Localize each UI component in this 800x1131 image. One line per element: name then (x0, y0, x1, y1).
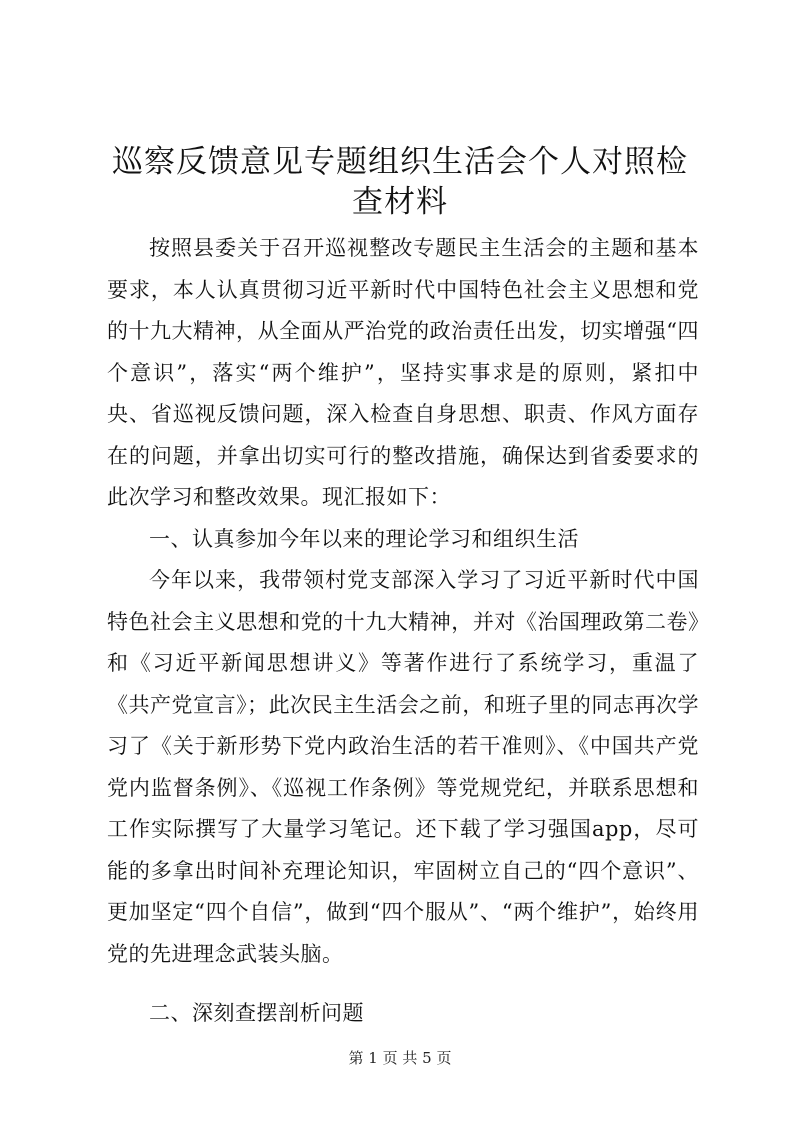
page-footer: 第 1 页 共 5 页 (348, 1049, 452, 1067)
section-heading-2: 二、深刻查摆剖析问题 (149, 1001, 364, 1025)
document-body (107, 228, 699, 1035)
document-title: 巡察反馈意见专题组织生活会个人对照检查材料 (112, 144, 688, 220)
section-1-paragraph: 今年以来，我带领村党支部深入学习了习近平新时代中国特色社会主义思想和党的十九大精神，并对《治国理政第二卷》和《习近平新闻思想讲义》等著作进行了系统学习，重温了《共产党宣言》；此次民主生活会之前，和班子里的同志再次学习了《关于新形势下党内政治生活的若干准则》、《中国共产党党内监督条例》、《巡视工作条例》等党规党纪，并联系思想和工作实际撰写了大量学习笔记。还下载了学习强国app，尽可能的多拿出时间补充理论知识，牢固树立自己的“四个意识”、更加坚定“四个自信”，做到“四个服从”、“两个维护”，始终用党的先进理念武装头脑。 (107, 568, 699, 966)
intro-paragraph: 按照县委关于召开巡视整改专题民主生活会的主题和基本要求，本人认真贯彻习近平新时代中国特色社会主义思想和党的十九大精神，从全面从严治党的政治责任出发，切实增强“四个意识”，落实“两个维护”，坚持实事求是的原则，紧扣中央、省巡视反馈问题，深入检查自身思想、职责、作风方面存在的问题，并拿出切实可行的整改措施，确保达到省委要求的此次学习和整改效果。现汇报如下： (107, 236, 699, 509)
section-heading-1: 一、认真参加今年以来的理论学习和组织生活 (149, 526, 579, 551)
